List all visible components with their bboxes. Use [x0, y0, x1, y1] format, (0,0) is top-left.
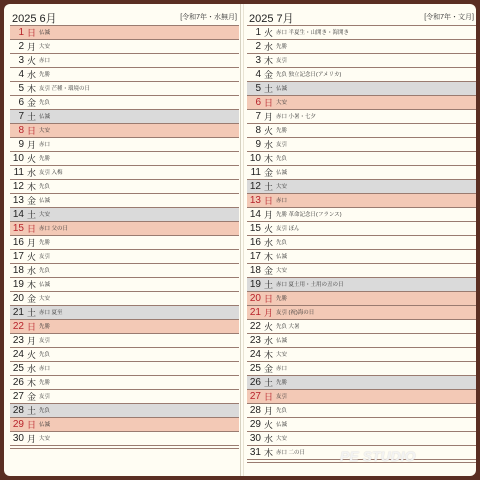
- weekday: 火: [264, 420, 274, 430]
- weekday: 月: [27, 336, 37, 346]
- day-note: 友引: [276, 58, 288, 64]
- footer-line: [10, 448, 239, 449]
- weekday: 日: [264, 98, 274, 108]
- day-row[interactable]: [247, 334, 476, 348]
- weekday: 火: [264, 126, 274, 136]
- day-row[interactable]: [10, 418, 239, 432]
- weekday: 木: [264, 448, 274, 458]
- day-number: 29: [249, 419, 261, 430]
- weekday: 木: [27, 84, 37, 94]
- day-note: 赤口 二の日: [276, 450, 306, 456]
- day-number: 8: [255, 125, 261, 136]
- day-number: 5: [18, 83, 24, 94]
- day-row[interactable]: [10, 236, 239, 250]
- weekday: 水: [264, 434, 274, 444]
- day-note: 仏滅: [39, 198, 51, 204]
- day-row[interactable]: [247, 68, 476, 82]
- weekday: 土: [27, 406, 37, 416]
- weekday: 日: [27, 322, 37, 332]
- day-number: 18: [249, 265, 261, 276]
- day-number: 14: [12, 209, 24, 220]
- weekday: 木: [264, 56, 274, 66]
- day-note: 赤口: [39, 58, 51, 64]
- weekday: 木: [264, 154, 274, 164]
- day-list: [247, 26, 476, 460]
- weekday: 月: [27, 434, 37, 444]
- month-title: 2025 6月: [12, 13, 57, 25]
- day-row[interactable]: [10, 362, 239, 376]
- day-number: 6: [255, 97, 261, 108]
- day-note: 赤口: [39, 366, 51, 372]
- day-number: 7: [18, 111, 24, 122]
- day-number: 2: [18, 41, 24, 52]
- day-row[interactable]: [247, 362, 476, 376]
- day-note: 先勝: [276, 296, 288, 302]
- weekday: 火: [264, 322, 274, 332]
- day-note: 先負: [276, 156, 288, 162]
- day-number: 14: [249, 209, 261, 220]
- day-row[interactable]: [10, 138, 239, 152]
- spine-line: [240, 4, 241, 476]
- day-number: 3: [255, 55, 261, 66]
- day-number: 26: [249, 377, 261, 388]
- day-number: 31: [249, 447, 261, 458]
- weekday: 木: [27, 280, 37, 290]
- day-number: 30: [249, 433, 261, 444]
- day-row[interactable]: [247, 180, 476, 194]
- day-row[interactable]: [247, 320, 476, 334]
- page-july: [247, 4, 476, 476]
- day-note: 先勝: [39, 240, 51, 246]
- day-row[interactable]: [247, 250, 476, 264]
- weekday: 土: [27, 112, 37, 122]
- weekday: 月: [264, 112, 274, 122]
- day-number: 27: [249, 391, 261, 402]
- day-row[interactable]: [247, 26, 476, 40]
- day-row[interactable]: [10, 264, 239, 278]
- day-row[interactable]: [247, 264, 476, 278]
- day-note: 先勝: [39, 324, 51, 330]
- day-row[interactable]: [247, 82, 476, 96]
- weekday: 金: [264, 70, 274, 80]
- day-note: 先負: [39, 184, 51, 190]
- day-number: 12: [12, 181, 24, 192]
- day-note: 先負: [39, 100, 51, 106]
- day-note: 先勝: [39, 156, 51, 162]
- weekday: 土: [27, 308, 37, 318]
- day-note: 先勝 革命記念日(フランス): [276, 212, 342, 218]
- day-note: 仏滅: [276, 170, 288, 176]
- day-number: 13: [249, 195, 261, 206]
- weekday: 土: [264, 378, 274, 388]
- day-note: 先負: [276, 408, 288, 414]
- weekday: 月: [27, 238, 37, 248]
- day-note: 先勝: [39, 380, 51, 386]
- day-number: 9: [18, 139, 24, 150]
- day-note: 大安: [39, 212, 51, 218]
- day-note: 先負: [39, 408, 51, 414]
- day-number: 5: [255, 83, 261, 94]
- weekday: 水: [27, 70, 37, 80]
- day-number: 11: [250, 167, 261, 178]
- day-number: 6: [18, 97, 24, 108]
- day-number: 7: [255, 111, 261, 122]
- weekday: 月: [27, 42, 37, 52]
- weekday: 日: [27, 420, 37, 430]
- day-number: 25: [12, 363, 24, 374]
- day-number: 17: [12, 251, 24, 262]
- day-row[interactable]: [247, 390, 476, 404]
- era-label: [令和7年・文月]: [424, 14, 474, 21]
- day-row[interactable]: [10, 306, 239, 320]
- day-row[interactable]: [247, 376, 476, 390]
- day-note: 大安: [39, 436, 51, 442]
- weekday: 水: [27, 364, 37, 374]
- day-note: 赤口: [276, 366, 288, 372]
- day-row[interactable]: [10, 54, 239, 68]
- day-number: 26: [12, 377, 24, 388]
- day-row[interactable]: [247, 96, 476, 110]
- page-header: [10, 10, 239, 24]
- day-row[interactable]: [247, 208, 476, 222]
- weekday: 金: [264, 364, 274, 374]
- day-row[interactable]: [10, 40, 239, 54]
- day-note: 先勝: [39, 72, 51, 78]
- day-row[interactable]: [10, 110, 239, 124]
- day-note: 赤口 夏土用・土用の丑の日: [276, 282, 344, 288]
- day-number: 30: [12, 433, 24, 444]
- day-note: 友引: [39, 338, 51, 344]
- day-row[interactable]: [247, 432, 476, 446]
- day-row[interactable]: [10, 96, 239, 110]
- day-row[interactable]: [247, 152, 476, 166]
- day-row[interactable]: [247, 166, 476, 180]
- page-june: [10, 4, 239, 476]
- day-number: 20: [249, 293, 261, 304]
- day-note: 先負: [39, 268, 51, 274]
- day-number: 3: [18, 55, 24, 66]
- weekday: 金: [27, 392, 37, 402]
- day-note: 先勝: [276, 128, 288, 134]
- day-note: 大安: [39, 128, 51, 134]
- day-number: 29: [12, 419, 24, 430]
- weekday: 水: [27, 266, 37, 276]
- day-row[interactable]: [10, 334, 239, 348]
- day-row[interactable]: [10, 194, 239, 208]
- weekday: 日: [264, 392, 274, 402]
- day-number: 2: [255, 41, 261, 52]
- day-number: 21: [12, 307, 24, 318]
- day-row[interactable]: [247, 54, 476, 68]
- day-number: 16: [249, 237, 261, 248]
- day-number: 10: [249, 153, 261, 164]
- day-number: 19: [12, 279, 24, 290]
- day-row[interactable]: [10, 348, 239, 362]
- day-note: 仏滅: [276, 422, 288, 428]
- day-row[interactable]: [247, 292, 476, 306]
- day-row[interactable]: [10, 404, 239, 418]
- era-label: [令和7年・水無月]: [180, 14, 237, 21]
- day-number: 28: [12, 405, 24, 416]
- day-note: 仏滅: [276, 338, 288, 344]
- day-number: 9: [255, 139, 261, 150]
- weekday: 土: [264, 280, 274, 290]
- day-row[interactable]: [10, 278, 239, 292]
- day-note: 友引: [39, 254, 51, 260]
- day-note: 仏滅: [276, 254, 288, 260]
- day-note: 仏滅: [39, 282, 51, 288]
- day-note: 仏滅: [39, 30, 51, 36]
- day-number: 4: [18, 69, 24, 80]
- weekday: 月: [264, 308, 274, 318]
- weekday: 金: [27, 196, 37, 206]
- weekday: 日: [264, 196, 274, 206]
- day-number: 1: [18, 27, 24, 38]
- weekday: 金: [27, 294, 37, 304]
- day-row[interactable]: [247, 222, 476, 236]
- day-row[interactable]: [10, 180, 239, 194]
- day-row[interactable]: [247, 194, 476, 208]
- month-title: 2025 7月: [249, 13, 294, 25]
- day-number: 22: [249, 321, 261, 332]
- day-note: 赤口: [276, 198, 288, 204]
- day-row[interactable]: [10, 390, 239, 404]
- day-number: 28: [249, 405, 261, 416]
- day-row[interactable]: [247, 404, 476, 418]
- weekday: 木: [27, 378, 37, 388]
- day-number: 24: [12, 349, 24, 360]
- planner-spread: [4, 4, 476, 476]
- weekday: 火: [27, 56, 37, 66]
- day-number: 24: [249, 349, 261, 360]
- day-note: 友引: [39, 394, 51, 400]
- day-note: 大安: [276, 268, 288, 274]
- day-number: 23: [12, 335, 24, 346]
- weekday: 木: [27, 182, 37, 192]
- day-note: 仏滅: [39, 114, 51, 120]
- day-row[interactable]: [10, 124, 239, 138]
- day-number: 16: [12, 237, 24, 248]
- day-row[interactable]: [10, 166, 239, 180]
- weekday: 日: [27, 28, 37, 38]
- day-row[interactable]: [247, 40, 476, 54]
- day-note: 友引: [276, 142, 288, 148]
- weekday: 水: [27, 168, 37, 178]
- day-number: 11: [13, 167, 24, 178]
- day-row[interactable]: [247, 306, 476, 320]
- day-note: 大安: [276, 436, 288, 442]
- weekday: 日: [27, 126, 37, 136]
- day-note: 大安: [39, 44, 51, 50]
- weekday: 金: [264, 168, 274, 178]
- day-note: 大安: [276, 184, 288, 190]
- day-note: 赤口 夏至: [39, 310, 63, 316]
- day-note: 先負 大暑: [276, 324, 300, 330]
- weekday: 木: [264, 252, 274, 262]
- day-row[interactable]: [247, 348, 476, 362]
- day-number: 12: [249, 181, 261, 192]
- day-note: 大安: [39, 296, 51, 302]
- day-note: 大安: [276, 100, 288, 106]
- day-number: 17: [249, 251, 261, 262]
- day-note: 赤口: [39, 142, 51, 148]
- watermark: PE STUDIO: [340, 448, 416, 464]
- day-row[interactable]: [10, 208, 239, 222]
- day-note: 大安: [276, 352, 288, 358]
- day-number: 25: [249, 363, 261, 374]
- day-row[interactable]: [10, 68, 239, 82]
- weekday: 土: [264, 182, 274, 192]
- weekday: 土: [264, 84, 274, 94]
- day-row[interactable]: [247, 278, 476, 292]
- day-row[interactable]: [247, 418, 476, 432]
- day-row[interactable]: [10, 26, 239, 40]
- day-number: 27: [12, 391, 24, 402]
- day-number: 13: [12, 195, 24, 206]
- day-row[interactable]: [10, 432, 239, 446]
- day-number: 18: [12, 265, 24, 276]
- weekday: 土: [27, 210, 37, 220]
- weekday: 水: [264, 42, 274, 52]
- day-note: 先勝: [276, 44, 288, 50]
- weekday: 火: [27, 350, 37, 360]
- day-note: 友引 ぼん: [276, 226, 300, 232]
- day-note: 赤口 父の日: [39, 226, 69, 232]
- day-row[interactable]: [10, 292, 239, 306]
- weekday: 水: [264, 140, 274, 150]
- day-row[interactable]: [10, 376, 239, 390]
- day-note: 仏滅: [39, 422, 51, 428]
- day-note: 先負: [276, 240, 288, 246]
- weekday: 日: [264, 294, 274, 304]
- weekday: 水: [264, 238, 274, 248]
- weekday: 水: [264, 336, 274, 346]
- day-row[interactable]: [10, 152, 239, 166]
- weekday: 木: [264, 350, 274, 360]
- weekday: 金: [264, 266, 274, 276]
- day-number: 1: [255, 27, 261, 38]
- weekday: 日: [27, 224, 37, 234]
- day-note: 先負 独立記念日(アメリカ): [276, 72, 342, 78]
- day-row[interactable]: [247, 236, 476, 250]
- day-note: 友引: [276, 394, 288, 400]
- day-number: 20: [12, 293, 24, 304]
- day-note: 赤口 小暑・七夕: [276, 114, 317, 120]
- day-row[interactable]: [10, 222, 239, 236]
- day-row[interactable]: [10, 250, 239, 264]
- weekday: 金: [27, 98, 37, 108]
- day-row[interactable]: [247, 124, 476, 138]
- weekday: 月: [27, 140, 37, 150]
- weekday: 火: [264, 224, 274, 234]
- day-number: 10: [12, 153, 24, 164]
- spine-line: [243, 4, 244, 476]
- day-row[interactable]: [10, 82, 239, 96]
- weekday: 火: [264, 28, 274, 38]
- day-row[interactable]: [10, 320, 239, 334]
- day-number: 22: [12, 321, 24, 332]
- day-row[interactable]: [247, 110, 476, 124]
- day-note: 友引 芒種・環境の日: [39, 86, 91, 92]
- day-number: 8: [18, 125, 24, 136]
- day-row[interactable]: [247, 138, 476, 152]
- day-note: 友引 (祝)海の日: [276, 310, 315, 316]
- weekday: 月: [264, 210, 274, 220]
- day-note: 友引 入梅: [39, 170, 63, 176]
- day-note: 仏滅: [276, 86, 288, 92]
- weekday: 月: [264, 406, 274, 416]
- day-number: 15: [249, 223, 261, 234]
- day-note: 赤口 半夏生・山開き・海開き: [276, 30, 350, 36]
- day-number: 21: [249, 307, 261, 318]
- day-number: 4: [255, 69, 261, 80]
- page-header: [247, 10, 476, 24]
- day-number: 15: [12, 223, 24, 234]
- day-note: 先負: [39, 352, 51, 358]
- day-number: 23: [249, 335, 261, 346]
- weekday: 火: [27, 154, 37, 164]
- weekday: 火: [27, 252, 37, 262]
- day-list: [10, 26, 239, 446]
- day-number: 19: [249, 279, 261, 290]
- day-note: 先勝: [276, 380, 288, 386]
